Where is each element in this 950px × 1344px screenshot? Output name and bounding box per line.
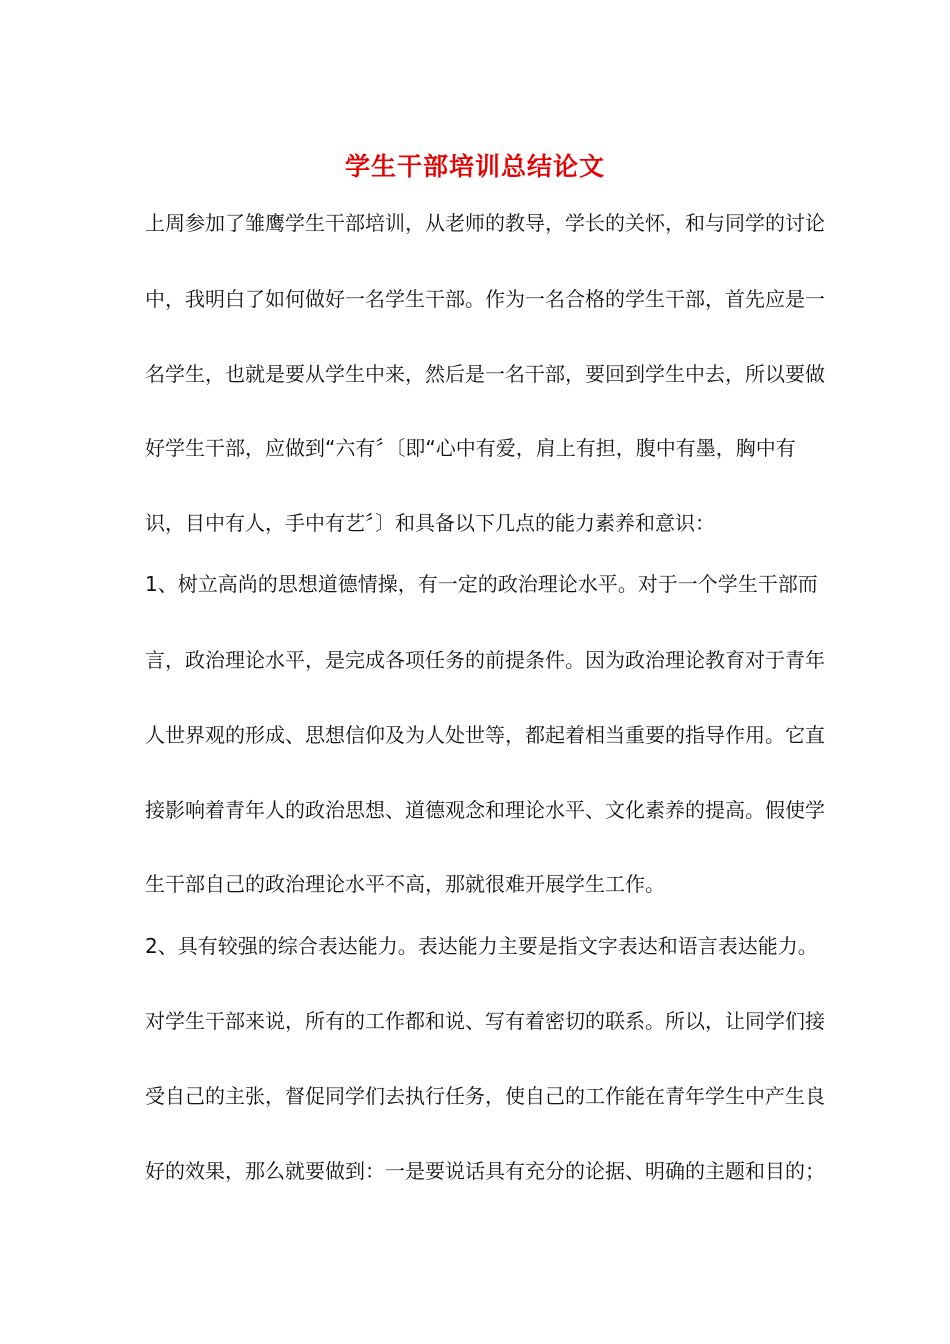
paragraph-2-line-3: 受自己的主张，督促同学们去执行任务，使自己的工作能在青年学生中产生良 [145, 1084, 825, 1108]
paragraph-1-line-2: 言，政治理论水平，是完成各项任务的前提条件。因为政治理论教育对于青年 [145, 648, 825, 672]
paragraph-1-line-5: 生干部自己的政治理论水平不高，那就很难开展学生工作。 [145, 872, 665, 896]
paragraph-2-line-2: 对学生干部来说，所有的工作都和说、写有着密切的联系。所以，让同学们接 [145, 1009, 825, 1033]
text-line-3: 名学生，也就是要从学生中来，然后是一名干部，要回到学生中去，所以要做 [145, 362, 825, 386]
text-line-2: 中，我明白了如何做好一名学生干部。作为一名合格的学生干部，首先应是一 [145, 287, 825, 311]
text-line-1: 上周参加了雏鹰学生干部培训，从老师的教导，学长的关怀，和与同学的讨论 [145, 211, 825, 235]
text-line-5: 识，目中有人，手中有艺〞〕和具备以下几点的能力素养和意识： [145, 511, 715, 535]
paragraph-2-line-4: 好的效果，那么就要做到：一是要说话具有充分的论据、明确的主题和目的； [145, 1159, 825, 1183]
paragraph-1-line-4: 接影响着青年人的政治思想、道德观念和理论水平、文化素养的提高。假使学 [145, 798, 825, 822]
text-line-4: 好学生干部，应做到“六有〞〔即“心中有爱，肩上有担，腹中有墨，胸中有 [145, 436, 796, 460]
paragraph-2-line-1: 2、具有较强的综合表达能力。表达能力主要是指文字表达和语言表达能力。 [145, 934, 818, 958]
document-title: 学生干部培训总结论文 [344, 152, 605, 181]
paragraph-1-line-1: 1、树立高尚的思想道德情操，有一定的政治理论水平。对于一个学生干部而 [145, 572, 818, 596]
paragraph-1-line-3: 人世界观的形成、思想信仰及为人处世等，都起着相当重要的指导作用。它直 [145, 723, 825, 747]
